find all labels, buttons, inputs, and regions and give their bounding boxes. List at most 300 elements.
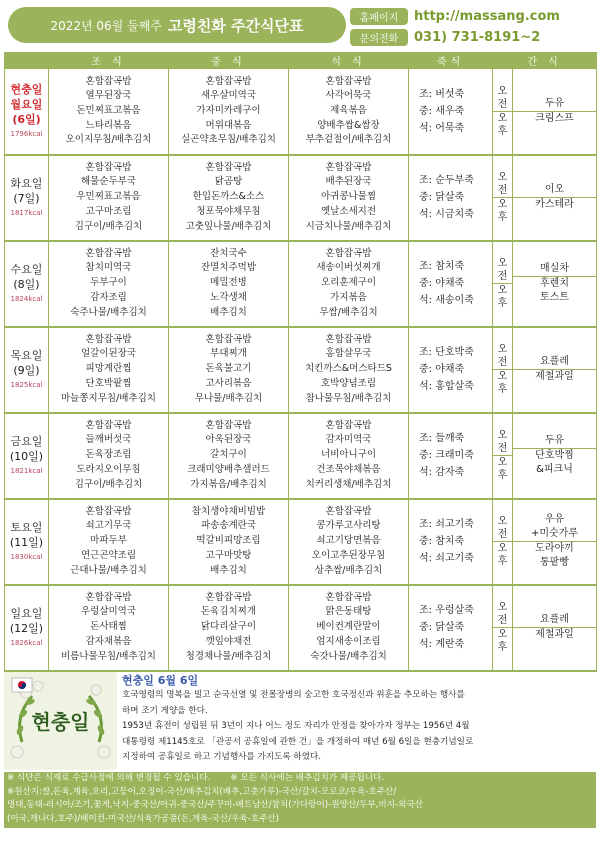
menu-item: 혼합잡곡밥 [205,333,252,345]
porridge-item: 조: 들깨죽 [419,433,465,444]
menu-item: 혼합잡곡밥 [85,75,132,87]
snack-item: 매실차 [540,263,569,274]
pm-label [493,627,512,654]
day-date: (10일) [9,449,44,463]
day-name: 현충일 [10,83,43,97]
menu-item: 새우살미역국 [200,90,257,102]
menu-item: 부대찌개 [210,348,247,360]
menu-item: 치커리생채/배추김치 [305,478,392,490]
snack-cell [513,499,597,585]
porridge-item: 석: 어묵죽 [419,122,465,134]
porridge-cell [409,69,493,155]
homepage-row [350,7,560,26]
pm-char: 후 [497,212,508,223]
porridge-item: 중: 새우죽 [419,105,465,117]
snack-item: 토스트 [540,292,569,303]
contact-label: 문의전화 [350,29,408,46]
snack-am [513,513,596,541]
menu-item: 혼합잡곡밥 [325,419,372,431]
menu-item: 오리훈제구이 [320,277,377,289]
snack-item: 이오 [544,184,565,195]
pm-label-text [498,542,508,568]
menu-item: 쇠고기당면볶음 [316,535,381,547]
menu-item: 양배추쌈&쌈장 [317,119,380,131]
snack-item: &피크닉 [536,464,573,475]
menu-item: 참치생야채비빔밥 [191,505,266,517]
pm-char: 오 [497,285,508,296]
menu-item: 가자미카레구이 [196,104,261,116]
menu-item: 메밀전병 [210,277,247,289]
menu-item: 고구마조림 [85,205,132,217]
menu-item: 혼합잡곡밥 [325,505,372,517]
table-row [5,585,597,671]
menu-item: 숙주나물/배추김치 [70,306,147,318]
am-char: 전 [497,98,508,110]
porridge-item: 조: 참치죽 [419,261,465,272]
table-row [5,327,597,413]
lunch-cell [169,499,289,585]
am-label-text [498,601,508,627]
menu-item: 혼합잡곡밥 [85,505,132,517]
day-kcal: 1824kcal [10,294,43,303]
snack-split [513,355,596,384]
pm-char: 오 [497,199,508,210]
day-name: 금요일 [10,434,43,448]
pm-label-text [498,112,508,138]
snack-pm [513,369,596,384]
menu-item: 느타리볶음 [85,119,132,131]
menu-item: 시금치나물/배추김치 [305,220,392,232]
menu-item: 배추김치 [210,564,247,576]
menu-item: 혼합잡곡밥 [85,419,132,431]
menu-item: 깻잎야채전 [205,635,252,647]
pm-char: 오 [497,371,508,382]
footer-notes [4,772,596,828]
porridge-item: 석: 계란죽 [419,639,465,650]
menu-item: 새송이버섯찌개 [316,262,381,274]
porridge-item: 중: 크래미죽 [419,450,474,461]
menu-item: 감자조림 [90,291,127,303]
pm-label-text [498,628,508,654]
ampm-cell [493,585,513,671]
notice-text-block [122,672,594,766]
porridge-cell [409,413,493,499]
day-kcal: 1817kcal [10,208,43,217]
menu-item: 청경채나물/배추김치 [185,650,272,662]
menu-item: 비름나물무침/배추김치 [61,650,156,662]
porridge-item: 중: 야채죽 [419,278,465,289]
menu-item: 청포묵야채무침 [196,205,261,217]
notice-title: 현충일 6월 6일 [122,674,199,687]
porridge-item: 조: 우렁살죽 [419,605,474,616]
snack-split [513,434,596,477]
ampm-split [493,601,512,654]
snack-am-items [545,97,564,111]
am-char: 오 [497,344,508,355]
lunch-cell [169,413,289,499]
snack-am [513,183,596,197]
pm-label [493,197,512,224]
day-date: (6일) [12,112,41,126]
menu-item: 돈민찌표고볶음 [76,104,141,116]
day-cell [5,69,49,155]
menu-item: 감자채볶음 [85,635,132,647]
menu-item: 노각생채 [210,291,247,303]
menu-item: 우민찌표고볶음 [76,191,141,203]
menu-item: 혼합잡곡밥 [205,75,252,87]
menu-item: 우렁살미역국 [80,606,137,618]
day-cell [5,413,49,499]
menu-item: 돈육불고기 [205,363,252,375]
menu-item: 혼합잡곡밥 [325,75,372,87]
korean-flag-icon [12,678,32,692]
snack-split [513,613,596,642]
snack-item: 우유 [544,514,565,525]
snack-cell [513,585,597,671]
day-date: (8일) [13,277,40,291]
porridge-item: 석: 시금치죽 [419,209,474,220]
am-label-text [498,257,508,283]
menu-item: 혼합잡곡밥 [205,161,252,173]
snack-am-items [540,613,569,627]
snack-item: 제철과일 [535,629,574,640]
snack-am-items [540,262,569,276]
snack-am-items [545,434,564,448]
menu-item: 베이컨계란말이 [316,621,381,633]
am-label-text [498,429,508,455]
dinner-cell [289,585,409,671]
day-kcal: 1830kcal [10,552,43,561]
am-char: 전 [497,271,508,282]
snack-item: 두유 [544,435,565,446]
snack-pm-items [540,277,569,305]
pm-char: 오 [497,543,508,554]
day-kcal: 1821kcal [10,466,43,475]
dinner-cell [289,327,409,413]
menu-item: 피망계란찜 [85,363,132,375]
menu-item: 가지볶음 [330,291,367,303]
menu-item: 잔멸치주먹밥 [200,262,257,274]
snack-pm [513,627,596,642]
menu-item: 얼갈이된장국 [80,348,137,360]
lunch-cell [169,69,289,155]
menu-item: 떡갈비피망조림 [196,535,261,547]
menu-item: 홍합살무국 [325,348,372,360]
page-title: 고령친화 주간식단표 [167,16,304,35]
pm-label-text [498,456,508,482]
snack-am-items [545,183,564,197]
snack-cell [513,241,597,327]
table-row [5,69,597,155]
snack-pm [513,276,596,305]
lunch-cell [169,585,289,671]
day-kcal: 1826kcal [10,638,43,647]
pm-label [493,283,512,310]
porridge-item: 중: 야채죽 [419,364,465,375]
ampm-split [493,429,512,482]
snack-item: 크림스프 [535,112,574,124]
header-dinner: 석 식 [289,53,409,69]
menu-item: 혼합잡곡밥 [85,247,132,259]
table-row [5,155,597,241]
snack-split [513,97,596,126]
table-row [5,241,597,327]
am-label [493,429,512,455]
origin-line: ※원산지:쌀,돈육,계육,오리,고등어,오징어-국산/배추김치(배추,고춧가루)-국산/갈치-모로코/우육-호주산/ [7,786,397,797]
snack-am [513,355,596,369]
breakfast-cell [49,69,169,155]
homepage-label: 홈페이지 [350,8,408,25]
menu-item: 제육볶음 [330,104,367,116]
menu-item: 김구이/배추김치 [74,220,143,232]
page-header [6,4,594,50]
snack-cell [513,413,597,499]
footer-note-menu-change: ※ 식단은 식재료 수급사정에 의해 변경될 수 있습니다. [7,773,211,783]
breakfast-cell [49,499,169,585]
snack-item: 요플레 [540,356,569,367]
menu-item: 옛날소세지전 [320,205,377,217]
day-name: 토요일 [10,520,43,534]
day-date: (12일) [9,621,44,635]
image-caption: 현충일 [31,710,90,734]
day-name: 목요일 [10,348,43,362]
menu-item: 사각어묵국 [325,90,372,102]
ampm-cell [493,241,513,327]
porridge-item: 조: 순두부죽 [419,175,474,186]
am-label [493,85,512,111]
snack-pm-items [535,370,574,384]
snack-item: +미숫가루 [530,528,579,539]
snack-item: 제철과일 [535,371,574,382]
menu-item: 치킨까스&머스타드S [305,363,392,375]
pm-label-text [498,370,508,396]
menu-item: 혼합잡곡밥 [85,161,132,173]
ampm-cell [493,327,513,413]
menu-item: 오이지무침/배추김치 [65,134,152,146]
menu-item: 너비아니구이 [320,449,377,461]
menu-item: 고구마맛탕 [205,549,252,561]
am-label-text [498,85,508,111]
am-label-text [498,515,508,541]
menu-item: 크래미양배추샐러드 [187,463,270,475]
snack-split [513,183,596,212]
snack-cell [513,155,597,241]
menu-item: 참나물무침/배추김치 [305,392,392,404]
menu-item: 돈육김치찌개 [200,606,257,618]
day-name: 일요일 [10,606,43,620]
day-weekday: 월요일 [10,98,43,112]
menu-item: 두부구이 [90,277,127,289]
menu-item: 연근곤약조림 [80,549,137,561]
am-label [493,343,512,369]
menu-item: 상추쌈/배추김치 [314,564,383,576]
menu-item: 혼합잡곡밥 [85,333,132,345]
menu-item: 혼합잡곡밥 [325,247,372,259]
contact-phone: 031) 731-8191~2 [414,30,541,45]
menu-item: 단호박팥찜 [85,377,132,389]
porridge-item: 중: 닭살죽 [419,192,465,203]
dinner-cell [289,69,409,155]
menu-item: 건조목야채볶음 [316,463,381,475]
porridge-item: 석: 쇠고기죽 [419,553,474,564]
snack-item: 카스테라 [535,199,574,210]
day-cell [5,499,49,585]
porridge-cell [409,155,493,241]
porridge-item: 중: 참치죽 [419,536,465,547]
header-breakfast: 조 식 [49,53,169,69]
header-snack: 간 식 [493,53,597,69]
menu-item: 해물순두부국 [80,176,137,188]
lunch-cell [169,327,289,413]
dinner-cell [289,413,409,499]
memorial-day-image [4,672,117,770]
porridge-cell [409,327,493,413]
snack-item: 단호박찜 [535,450,574,461]
homepage-link[interactable]: http://massang.com [414,9,560,24]
header-porridge: 죽식 [409,53,493,69]
snack-cell [513,327,597,413]
header-day-col [5,53,49,69]
snack-pm-items [535,542,574,570]
porridge-item: 석: 감자죽 [419,467,465,478]
memorial-day-notice [4,672,596,770]
snack-am [513,434,596,448]
porridge-item: 중: 닭살죽 [419,622,465,633]
notice-line: 지정하여 공휴일로 하고 기념행사를 가지도록 하였다. [122,752,322,763]
menu-item: 콩가루고사리탕 [316,520,381,532]
menu-item: 파송송계란국 [200,520,257,532]
am-char: 오 [497,258,508,269]
footer-note-kimchi: ※ 모든 식사에는 배추김치가 제공됩니다. [230,773,385,783]
snack-item: 후렌치 [540,278,569,289]
menu-item: 마파두부 [90,535,127,547]
day-cell [5,155,49,241]
porridge-cell [409,241,493,327]
menu-item: 엄지새송이조림 [316,635,381,647]
menu-item: 배추된장국 [325,176,372,188]
porridge-item: 석: 새송이죽 [419,295,474,306]
menu-item: 닭다리살구이 [200,621,257,633]
origin-line: 명태,동태-러시아/조기,꽃게,낙지-중국산/아귀-중국산/주꾸미-베트남산/참치(가다랑어)-원양산/두부,비지-외국산 [7,800,423,811]
menu-item: 무쌈/배추김치 [319,306,378,318]
snack-item: 요플레 [540,614,569,625]
day-date: (7일) [13,191,40,205]
snack-item: 도라야끼 [535,543,574,554]
snack-split [513,262,596,305]
menu-item: 감자미역국 [325,434,372,446]
breakfast-cell [49,327,169,413]
menu-item: 혼합잡곡밥 [325,591,372,603]
am-label [493,601,512,627]
am-char: 전 [497,443,508,454]
menu-item: 돈육장조림 [85,449,132,461]
day-name: 수요일 [10,262,43,276]
menu-item: 가지볶음/배추김치 [190,478,267,490]
snack-split [513,513,596,570]
pm-char: 오 [497,457,508,468]
day-cell [5,241,49,327]
menu-item: 근대나물/배추김치 [70,564,147,576]
snack-pm-items [535,198,574,212]
pm-label [493,455,512,482]
snack-item: 두유 [544,97,565,109]
year-month: 2022년 06월 둘째주 [50,18,162,33]
porridge-cell [409,585,493,671]
am-char: 오 [497,430,508,441]
am-label [493,257,512,283]
dinner-cell [289,155,409,241]
menu-item: 열무된장국 [85,90,132,102]
porridge-item: 석: 홍합살죽 [419,381,474,392]
am-char: 오 [497,602,508,613]
menu-item: 무나물/배추김치 [194,392,263,404]
am-char: 오 [497,85,508,97]
pm-char: 후 [497,384,508,395]
pm-char: 후 [497,642,508,653]
title-banner [8,7,346,43]
lunch-cell [169,155,289,241]
menu-item: 머위대볶음 [205,119,252,131]
header-lunch: 중 식 [169,53,289,69]
snack-pm [513,541,596,570]
snack-pm-items [535,112,574,126]
origin-line: (미국,캐나다,호주)/베이컨-미국산/식육가공품(돈,계육-국산/우육-호주산) [7,814,280,825]
menu-item: 고사리볶음 [205,377,252,389]
porridge-item: 조: 단호박죽 [419,347,474,358]
menu-item: 부추겉절이/배추김치 [305,134,392,146]
snack-pm [513,448,596,477]
breakfast-cell [49,585,169,671]
notice-line: 대통령령 제1145호로 「관공서 공휴일에 관한 건」을 개정하여 매년 6월 6일을 현충기념일로 [122,736,474,747]
notice-line: 1953년 휴전이 성립된 뒤 3년이 지나 어느 정도 자리가 안정을 찾아가자 정부는 1956년 4월 [122,721,470,732]
snack-am [513,613,596,627]
pm-char: 오 [497,112,508,124]
menu-item: 닭곰탕 [214,176,243,188]
menu-item: 고춧잎나물/배추김치 [185,220,272,232]
menu-item: 혼합잡곡밥 [205,591,252,603]
menu-item: 쇠고기무국 [85,520,132,532]
menu-item: 들깨버섯국 [85,434,132,446]
menu-item: 돈사태찜 [90,621,127,633]
pm-label-text [498,198,508,224]
dinner-cell [289,499,409,585]
snack-pm [513,197,596,212]
menu-item: 참치미역국 [85,262,132,274]
weekly-menu-table [4,52,597,672]
am-char: 전 [497,185,508,196]
am-char: 오 [497,516,508,527]
breakfast-cell [49,155,169,241]
day-name: 화요일 [10,176,43,190]
menu-item: 아욱된장국 [205,434,252,446]
pm-char: 후 [497,556,508,567]
pm-char: 후 [497,125,508,137]
pm-label [493,111,512,138]
table-header-row [5,53,597,69]
am-char: 전 [497,357,508,368]
pm-char: 후 [497,298,508,309]
pm-label-text [498,284,508,310]
snack-am [513,97,596,111]
menu-item: 오이고추된장무침 [311,549,386,561]
footer-notes-row [7,772,593,786]
menu-item: 도라지오이무침 [76,463,141,475]
pm-char: 오 [497,629,508,640]
ampm-split [493,257,512,310]
ampm-split [493,343,512,396]
ampm-cell [493,69,513,155]
am-label [493,515,512,541]
